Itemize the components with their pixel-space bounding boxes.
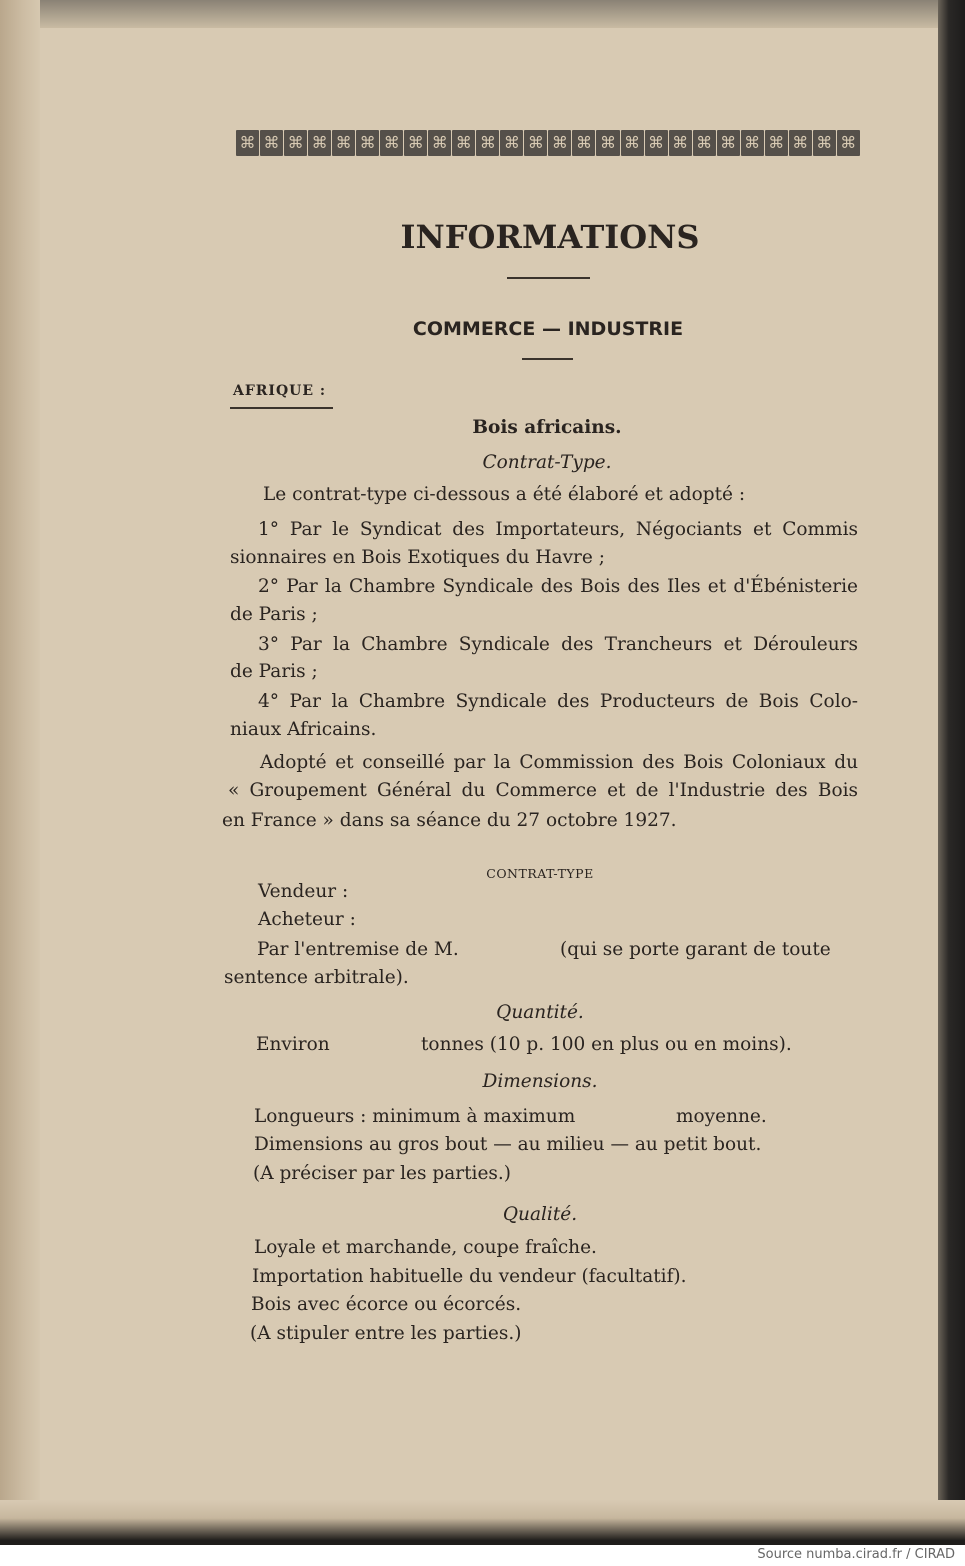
ornament-quatrefoil-icon: ⌘ <box>404 130 427 156</box>
ornament-quatrefoil-icon: ⌘ <box>308 130 331 156</box>
page-top-edge <box>40 0 940 28</box>
item-4-line-2: niaux Africains. <box>230 719 377 740</box>
ornament-quatrefoil-icon: ⌘ <box>741 130 764 156</box>
adopted-line-3: en France » dans sa séance du 27 octobre 1927. <box>222 810 677 831</box>
page-bottom-edge <box>0 1500 965 1545</box>
ornament-quatrefoil-icon: ⌘ <box>645 130 668 156</box>
entremise-note: (qui se porte garant de toute <box>560 939 831 960</box>
book-page-edges <box>0 0 40 1545</box>
entremise-label: Par l'entremise de M. <box>257 939 459 960</box>
tonnes-text: tonnes (10 p. 100 en plus ou en moins). <box>421 1034 792 1055</box>
ornament-quatrefoil-icon: ⌘ <box>356 130 379 156</box>
ornament-quatrefoil-icon: ⌘ <box>765 130 788 156</box>
ornament-quatrefoil-icon: ⌘ <box>284 130 307 156</box>
intro-text: Le contrat-type ci-dessous a été élaboré et adopté : <box>263 484 746 505</box>
item-4-line-1: 4° Par la Chambre Syndicale des Producteurs de Bois Colo- <box>258 691 858 712</box>
acheteur-field: Acheteur : <box>258 909 356 930</box>
qualite-line-3: Bois avec écorce ou écorcés. <box>251 1294 522 1315</box>
ornament-quatrefoil-icon: ⌘ <box>837 130 860 156</box>
section-rule <box>522 358 573 360</box>
ornament-quatrefoil-icon: ⌘ <box>596 130 619 156</box>
ornament-quatrefoil-icon: ⌘ <box>500 130 523 156</box>
longueurs-text: Longueurs : minimum à maximum <box>254 1106 576 1127</box>
entremise-note-end: sentence arbitrale). <box>224 967 409 988</box>
item-1-line-2: sionnaires en Bois Exotiques du Havre ; <box>230 547 605 568</box>
quantite-heading: Quantité. <box>496 1002 584 1023</box>
vendeur-field: Vendeur : <box>258 881 349 902</box>
ornament-quatrefoil-icon: ⌘ <box>548 130 571 156</box>
ornament-quatrefoil-icon: ⌘ <box>452 130 475 156</box>
environ-label: Environ <box>256 1034 330 1055</box>
ornament-quatrefoil-icon: ⌘ <box>717 130 740 156</box>
qualite-line-4: (A stipuler entre les parties.) <box>250 1323 522 1344</box>
ornament-quatrefoil-icon: ⌘ <box>260 130 283 156</box>
ornament-quatrefoil-icon: ⌘ <box>789 130 812 156</box>
qualite-heading: Qualité. <box>502 1204 578 1225</box>
ornament-quatrefoil-icon: ⌘ <box>524 130 547 156</box>
article-subheading: Contrat-Type. <box>482 452 612 473</box>
preciser-text: (A préciser par les parties.) <box>253 1163 511 1184</box>
ornament-quatrefoil-icon: ⌘ <box>236 130 259 156</box>
ornament-quatrefoil-icon: ⌘ <box>572 130 595 156</box>
dimensions-text: Dimensions au gros bout — au milieu — au petit bout. <box>254 1134 762 1155</box>
ornament-quatrefoil-icon: ⌘ <box>813 130 836 156</box>
adopted-line-2: « Groupement Général du Commerce et de l'Industrie des Bois <box>228 780 858 801</box>
item-2-line-1: 2° Par la Chambre Syndicale des Bois des Iles et d'Ébénisterie <box>258 576 858 597</box>
source-credit: Source numba.cirad.fr / CIRAD <box>757 1547 955 1562</box>
ornament-quatrefoil-icon: ⌘ <box>621 130 644 156</box>
region-underline <box>230 407 333 409</box>
ornament-quatrefoil-icon: ⌘ <box>476 130 499 156</box>
adopted-line-1: Adopté et conseillé par la Commission des Bois Coloniaux du <box>260 752 858 773</box>
ornament-quatrefoil-icon: ⌘ <box>380 130 403 156</box>
ornament-quatrefoil-icon: ⌘ <box>428 130 451 156</box>
region-label: AFRIQUE : <box>233 383 327 399</box>
title-rule <box>507 277 590 279</box>
ornament-quatrefoil-icon: ⌘ <box>669 130 692 156</box>
section-heading: COMMERCE — INDUSTRIE <box>412 318 684 340</box>
moyenne-text: moyenne. <box>676 1106 767 1127</box>
item-3-line-2: de Paris ; <box>230 661 318 682</box>
ornamental-header-band <box>236 130 860 156</box>
book-binding-edge <box>938 0 965 1545</box>
qualite-line-2: Importation habituelle du vendeur (facultatif). <box>252 1266 687 1287</box>
item-2-line-2: de Paris ; <box>230 604 318 625</box>
dimensions-heading: Dimensions. <box>482 1071 598 1092</box>
ornament-quatrefoil-icon: ⌘ <box>332 130 355 156</box>
article-heading: Bois africains. <box>472 417 622 438</box>
page-title: INFORMATIONS <box>400 218 700 256</box>
item-1-line-1: 1° Par le Syndicat des Importateurs, Négociants et Commis <box>258 519 858 540</box>
contract-title: CONTRAT-TYPE <box>486 866 594 881</box>
ornament-quatrefoil-icon: ⌘ <box>693 130 716 156</box>
item-3-line-1: 3° Par la Chambre Syndicale des Trancheurs et Dérouleurs <box>258 634 858 655</box>
qualite-line-1: Loyale et marchande, coupe fraîche. <box>254 1237 597 1258</box>
